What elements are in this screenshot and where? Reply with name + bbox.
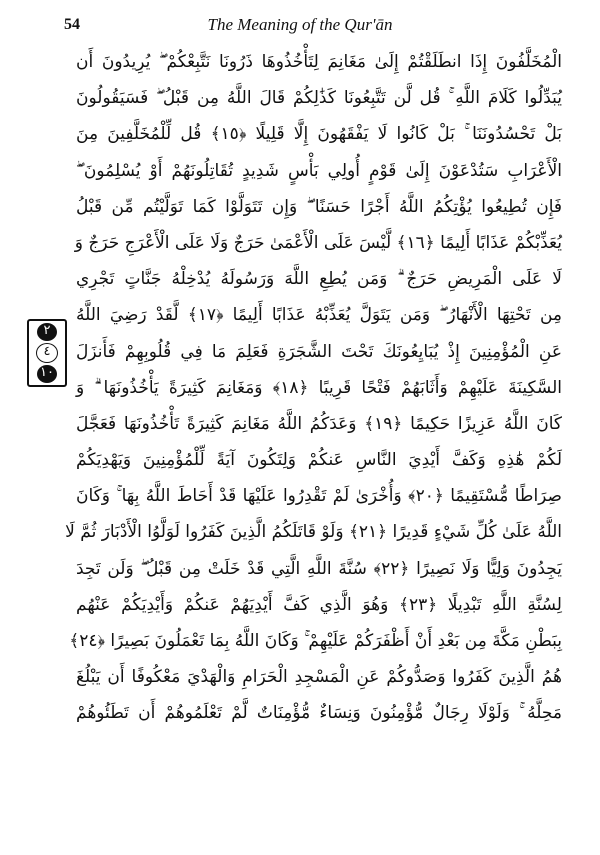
marker-number-top: ٢: [37, 323, 57, 341]
text-line: كَانَ اللَّهُ عَزِيزًا حَكِيمًا ﴿١٩﴾ وَعَدَكُمُ اللَّهُ مَغَانِمَ كَثِيرَةً تَأْخُذُونَهَا فَعَجَّلَ: [76, 413, 562, 434]
page-header: [0, 14, 600, 40]
text-line: مِن تَحْتِهَا الْأَنْهَارُ ۖ وَمَن يَتَوَلَّ يُعَذِّبْهُ عَذَابًا أَلِيمًا ﴿١٧﴾ لَّقَدْ رَضِيَ اللَّهُ: [76, 305, 562, 326]
text-line: [76, 768, 562, 804]
text-line: السَّكِينَةَ عَلَيْهِمْ وَأَثَابَهُمْ فَتْحًا قَرِيبًا ﴿١٨﴾ وَمَغَانِمَ كَثِيرَةً يَأْخُذُونَهَا ۗ وَ: [76, 377, 562, 398]
page-number: 54: [64, 16, 80, 33]
text-line: [76, 732, 562, 768]
text-line: بَلْ تَحْسُدُونَنَا ۚ بَلْ كَانُوا لَا يَفْقَهُونَ إِلَّا قَلِيلًا ﴿١٥﴾ قُل لِّلْمُخَلَّفِينَ مِنَ: [76, 124, 562, 145]
text-line: فَإِن تُطِيعُوا يُؤْتِكُمُ اللَّهُ أَجْرًا حَسَنًا ۖ وَإِن تَتَوَلَّوْا كَمَا تَوَلَّيْتُم مِّن قَبْلُ: [76, 196, 562, 217]
running-title: The Meaning of the Qur'ān: [207, 15, 393, 34]
text-line: اللَّهُ عَلَىٰ كُلِّ شَيْءٍ قَدِيرًا ﴿٢١﴾ وَلَوْ قَاتَلَكُمُ الَّذِينَ كَفَرُوا لَوَلَّوُا الْأَدْبَارَ ثُمَّ لَا: [65, 522, 562, 543]
text-line: هُمُ الَّذِينَ كَفَرُوا وَصَدُّوكُمْ عَنِ الْمَسْجِدِ الْحَرَامِ وَالْهَدْيَ مَعْكُوفًا أَن يَبْلُغَ: [76, 667, 562, 688]
marker-number-bottom: ١٠: [37, 365, 57, 383]
text-line: الْمُخَلَّفُونَ إِذَا انطَلَقْتُمْ إِلَىٰ مَغَانِمَ لِتَأْخُذُوهَا ذَرُونَا نَتَّبِعْكُمْ ۖ يُرِيدُونَ أَن: [76, 52, 562, 72]
text-line: لَكُمْ هَٰذِهِ وَكَفَّ أَيْدِيَ النَّاسِ عَنكُمْ وَلِتَكُونَ آيَةً لِّلْمُؤْمِنِينَ وَيَهْدِيَكُمْ: [76, 450, 562, 471]
text-line: يَجِدُونَ وَلِيًّا وَلَا نَصِيرًا ﴿٢٢﴾ سُنَّةَ اللَّهِ الَّتِي قَدْ خَلَتْ مِن قَبْلُ ۖ وَلَن تَجِدَ: [76, 558, 562, 579]
text-line: صِرَاطًا مُّسْتَقِيمًا ﴿٢٠﴾ وَأُخْرَىٰ لَمْ تَقْدِرُوا عَلَيْهَا قَدْ أَحَاطَ اللَّهُ بِهَا ۚ وَكَانَ: [76, 486, 562, 507]
text-line: الْأَعْرَابِ سَتُدْعَوْنَ إِلَىٰ قَوْمٍ أُولِي بَأْسٍ شَدِيدٍ تُقَاتِلُونَهُمْ أَوْ يُسْلِمُونَ ۖ: [76, 160, 562, 181]
text-line: مَحِلَّهُ ۚ وَلَوْلَا رِجَالٌ مُّؤْمِنُونَ وَنِسَاءٌ مُّؤْمِنَاتٌ لَّمْ تَعْلَمُوهُمْ أَن تَطَئُوهُمْ: [76, 703, 562, 724]
arabic-text-block: [65, 44, 562, 804]
text-line: لِسُنَّةِ اللَّهِ تَبْدِيلًا ﴿٢٣﴾ وَهُوَ الَّذِي كَفَّ أَيْدِيَهُمْ عَنكُمْ وَأَيْدِيَكُمْ عَنْهُم: [76, 594, 562, 615]
text-line: لَا عَلَى الْمَرِيضِ حَرَجٌ ۗ وَمَن يُطِعِ اللَّهَ وَرَسُولَهُ يُدْخِلْهُ جَنَّاتٍ تَجْرِي: [76, 269, 562, 290]
marker-number-middle: ٤: [36, 343, 58, 363]
text-line: بِبَطْنِ مَكَّةَ مِن بَعْدِ أَنْ أَظْفَرَكُمْ عَلَيْهِمْ ۚ وَكَانَ اللَّهُ بِمَا تَعْمَلُونَ بَصِيرًا ﴿٢٤﴾: [69, 631, 562, 651]
text-line: يُعَذِّبْكُمْ عَذَابًا أَلِيمًا ﴿١٦﴾ لَّيْسَ عَلَى الْأَعْمَىٰ حَرَجٌ وَلَا عَلَى الْأَعْرَجِ حَرَجٌ وَ: [74, 232, 562, 253]
juz-marker: [27, 319, 67, 387]
text-line: عَنِ الْمُؤْمِنِينَ إِذْ يُبَايِعُونَكَ تَحْتَ الشَّجَرَةِ فَعَلِمَ مَا فِي قُلُوبِهِمْ فَأَنزَلَ: [76, 341, 562, 362]
text-line: يُبَدِّلُوا كَلَامَ اللَّهِ ۚ قُل لَّن تَتَّبِعُونَا كَذَٰلِكُمْ قَالَ اللَّهُ مِن قَبْلُ ۖ فَسَيَقُولُونَ: [76, 88, 562, 109]
